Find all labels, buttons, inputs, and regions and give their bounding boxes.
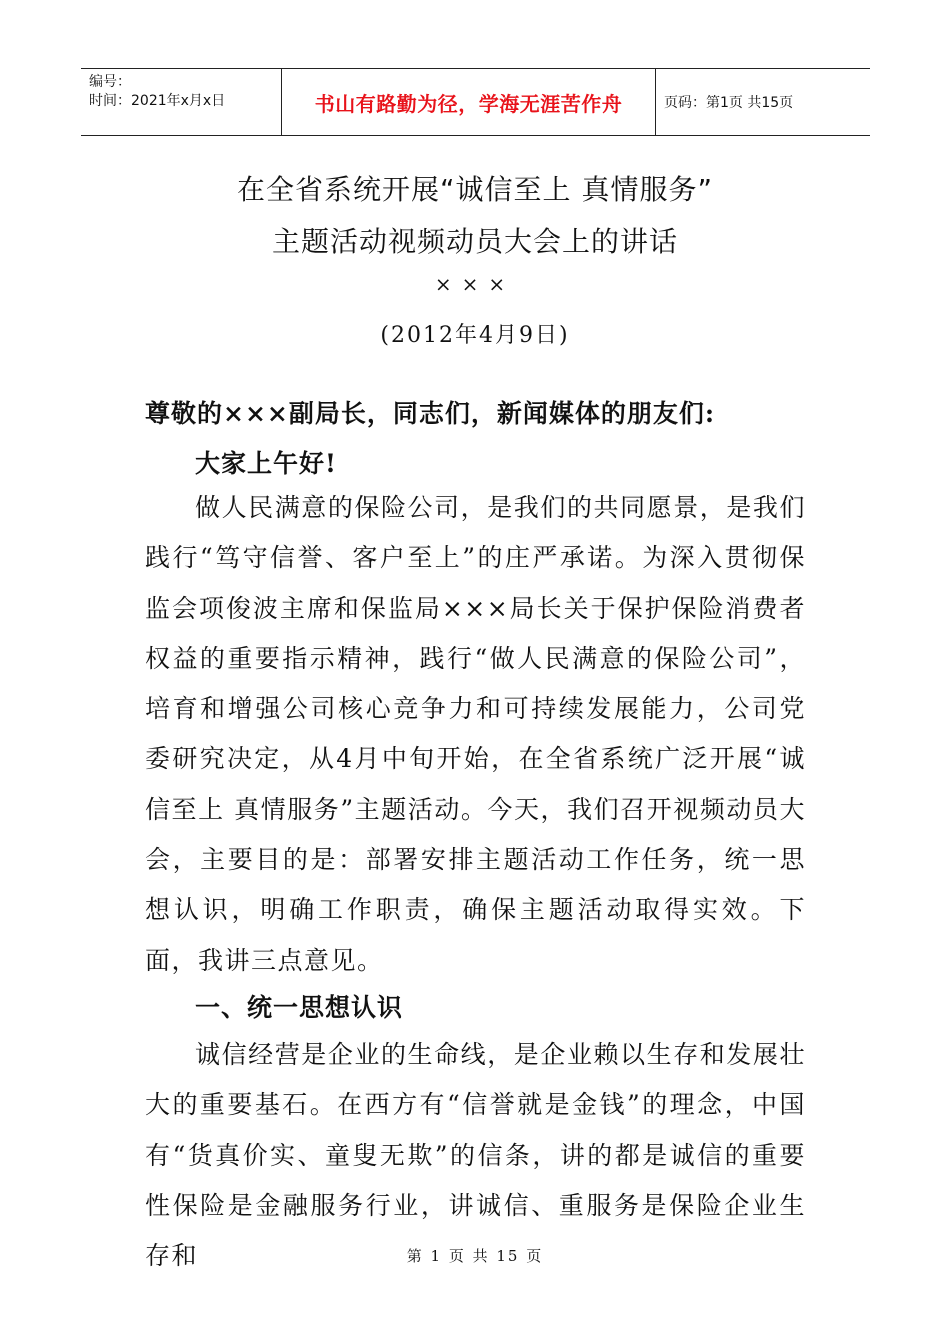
section-heading-1: 一、统一思想认识 [195,993,404,1022]
document-time-label: 时间：2021年x月x日 [89,93,226,109]
greeting: 大家上午好! [195,449,337,478]
body-paragraph-2: 诚信经营是企业的生命线，是企业赖以生存和发展壮大的重要基石。在西方有“信誉就是金钱”的理念，中国有“货真价实、童叟无欺”的信条，讲的都是诚信的重要性保险是金融服务行业，讲诚信、重服务是保险企业生存和 [145,1040,806,1271]
page-footer: 第 1 页 共 15 页 [406,1247,544,1265]
document-title-line1: 在全省系统开展“诚信至上 真情服务” [237,173,713,206]
document-date: (2012年4月9日) [380,323,570,348]
document-author: ××× [434,272,516,296]
salutation: 尊敬的×××副局长，同志们，新闻媒体的朋友们: [145,399,716,428]
header-motto: 书山有路勤为径，学海无涯苦作舟 [282,69,656,135]
document-header-table [81,68,870,136]
document-number-label: 编号： [89,74,131,90]
header-page-info: 页码：第1页 共15页 [664,95,794,111]
body-paragraph-1: 做人民满意的保险公司，是我们的共同愿景，是我们践行“笃守信誉、客户至上”的庄严承诺。为深入贯彻保监会项俊波主席和保监局×××局长关于保护保险消费者权益的重要指示精神，践行“做人民满意的保险公司”，培育和增强公司核心竞争力和可持续发展能力，公司党委研究决定，从4月中旬开始，在全省系统广泛开展“诚信至上 真情服务”主题活动。今天，我们召开视频动员大会，主要目的是：部署安排主题活动工作任务，统一思想认识，明确工作职责，确保主题活动取得实效。下面，我讲三点意见。 [145,493,806,975]
document-title-line2: 主题活动视频动员大会上的讲话 [271,225,678,258]
header-meta-cell [81,69,282,135]
